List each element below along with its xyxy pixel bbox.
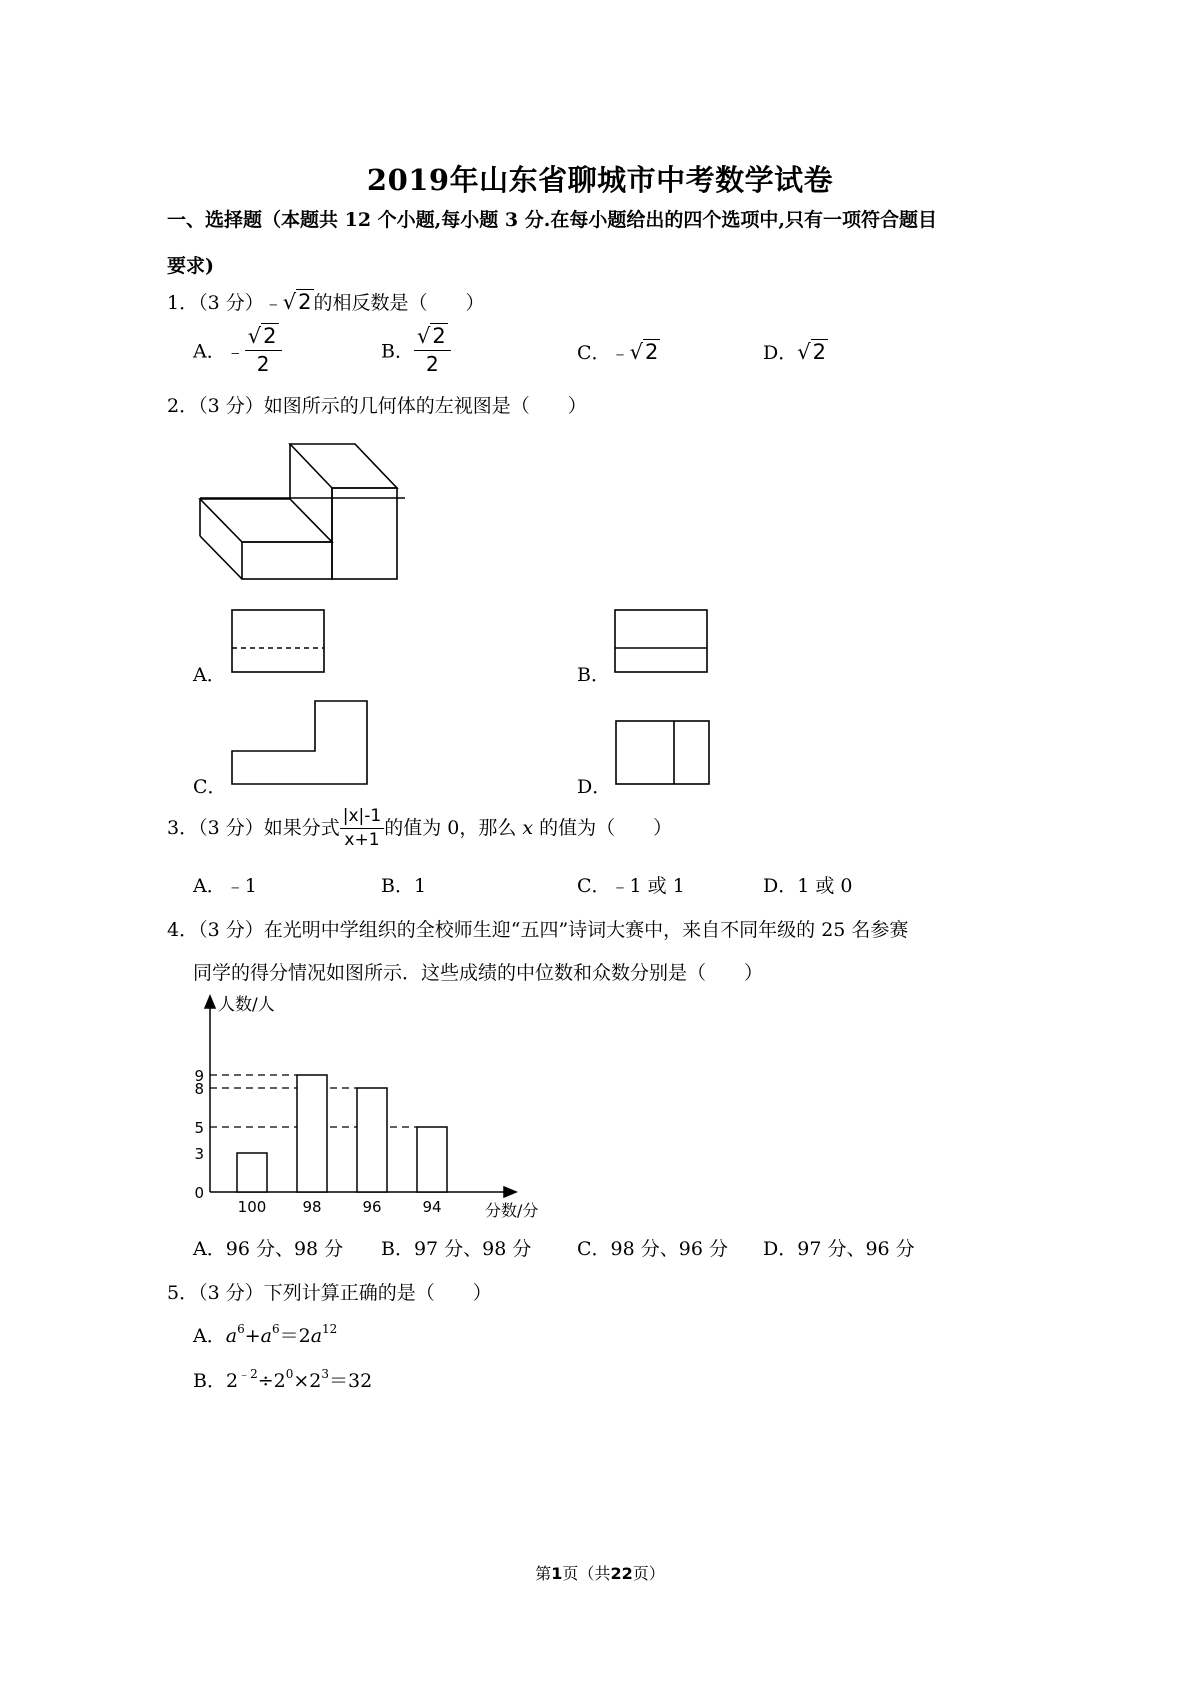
denominator: 2 bbox=[256, 352, 270, 376]
option-label: D． bbox=[763, 342, 798, 364]
numerator: |x|-1 bbox=[340, 808, 384, 829]
radicand: 2 bbox=[644, 340, 659, 364]
option-label: D． bbox=[763, 875, 798, 897]
option-text: 97 分、96 分 bbox=[797, 1238, 915, 1260]
footer-text: 第 bbox=[535, 1564, 552, 1583]
option-label: B． bbox=[381, 340, 414, 363]
option-label: B． bbox=[381, 1238, 414, 1260]
option-label: C． bbox=[577, 875, 611, 897]
question-score: （3 分） bbox=[198, 292, 264, 314]
bar-98 bbox=[297, 1075, 327, 1192]
q2-option-a-label[interactable]: A． bbox=[193, 664, 226, 686]
option-text: ﹣1 bbox=[225, 875, 257, 897]
base: a bbox=[260, 1325, 272, 1347]
q2-option-b-figure[interactable] bbox=[613, 608, 709, 674]
x-tick-label: 100 bbox=[237, 1198, 267, 1216]
option-text: 96 分、98 分 bbox=[225, 1238, 344, 1260]
question-number: 4． bbox=[167, 919, 199, 941]
exponent: 12 bbox=[322, 1322, 338, 1336]
question-1-stem bbox=[167, 288, 485, 315]
option-label: D． bbox=[763, 1238, 798, 1260]
score-bar-chart bbox=[190, 992, 550, 1224]
question-4-stem-line2: 同学的得分情况如图所示．这些成绩的中位数和众数分别是（ ） bbox=[193, 962, 764, 984]
x-tick-label: 98 bbox=[302, 1198, 322, 1216]
base: a bbox=[225, 1325, 238, 1347]
stem-text: 下列计算正确的是（ ） bbox=[263, 1282, 492, 1304]
section-heading-line2: 要求) bbox=[167, 255, 214, 277]
option-text: 1 bbox=[413, 875, 427, 897]
question-score: （3 分） bbox=[198, 1282, 264, 1304]
bar-100 bbox=[237, 1153, 267, 1192]
question-score: （3 分） bbox=[198, 919, 264, 941]
q2-option-b-label[interactable]: B． bbox=[577, 664, 610, 686]
y-tick-label: 8 bbox=[194, 1080, 204, 1098]
question-number: 1． bbox=[167, 292, 199, 314]
base: a bbox=[310, 1325, 323, 1347]
bar-96 bbox=[357, 1088, 387, 1192]
q5-option-a[interactable] bbox=[193, 1321, 337, 1348]
option-text: 1 或 0 bbox=[797, 875, 853, 897]
q3-option-b[interactable] bbox=[381, 871, 426, 898]
y-tick-label: 0 bbox=[194, 1184, 204, 1202]
exponent: 6 bbox=[237, 1322, 245, 1336]
q4-option-d[interactable] bbox=[763, 1234, 915, 1261]
q4-option-c[interactable] bbox=[577, 1234, 728, 1261]
y-tick-label: 3 bbox=[194, 1145, 204, 1163]
q3-option-c[interactable] bbox=[577, 871, 685, 898]
radicand: 2 bbox=[298, 290, 312, 314]
option-label: A． bbox=[193, 1238, 226, 1260]
operator: ＝32 bbox=[329, 1370, 373, 1392]
denominator: x+1 bbox=[344, 830, 380, 850]
question-number: 2． bbox=[167, 395, 199, 417]
neg-sign: ﹣ bbox=[225, 340, 245, 363]
sqrt-expression: √2 bbox=[629, 340, 659, 364]
stem-text: 的值为（ ） bbox=[539, 817, 673, 839]
option-label: B． bbox=[381, 875, 414, 897]
fraction bbox=[414, 326, 451, 374]
q4-option-a[interactable] bbox=[193, 1234, 343, 1261]
option-label: A． bbox=[193, 875, 226, 897]
neg-sign: ﹣ bbox=[610, 342, 630, 364]
section-heading-line1: 一、选择题（本题共 12 个小题,每小题 3 分.在每小题给出的四个选项中,只有一项符合题目 bbox=[167, 209, 937, 231]
page-total: 22 bbox=[610, 1564, 633, 1583]
q2-option-c-label[interactable]: C． bbox=[193, 776, 227, 798]
stem-text: 在光明中学组织的全校师生迎“五四”诗词大赛中，来自不同年级的 25 名参赛 bbox=[263, 919, 909, 941]
sqrt-expression: √2 bbox=[282, 290, 312, 314]
page-title: 2019年山东省聊城市中考数学试卷 bbox=[366, 163, 834, 197]
fraction bbox=[340, 808, 384, 849]
q5-option-b[interactable] bbox=[193, 1365, 372, 1393]
q3-option-a[interactable] bbox=[193, 871, 257, 898]
exponent: 6 bbox=[271, 1322, 280, 1336]
option-text: ﹣1 或 1 bbox=[610, 875, 685, 897]
x-axis-arrow bbox=[504, 1187, 516, 1197]
page-number: 1 bbox=[551, 1564, 563, 1583]
option-label: C． bbox=[577, 1238, 611, 1260]
variable: x bbox=[522, 817, 534, 839]
question-number: 5． bbox=[167, 1282, 199, 1304]
q2-option-d-figure[interactable] bbox=[614, 719, 711, 787]
question-number: 3． bbox=[167, 817, 199, 839]
denominator: 2 bbox=[425, 352, 439, 376]
question-4-stem-line1 bbox=[167, 915, 908, 942]
x-axis-label: 分数/分 bbox=[485, 1201, 539, 1220]
fraction bbox=[245, 326, 282, 374]
sqrt-expression: √2 bbox=[247, 324, 277, 348]
question-score: （3 分） bbox=[198, 395, 264, 417]
footer-text: 页） bbox=[632, 1564, 665, 1583]
radicand: 2 bbox=[432, 324, 446, 348]
stem-text: 的相反数是（ ） bbox=[313, 292, 485, 314]
q1-option-d[interactable] bbox=[763, 338, 828, 365]
option-label: B． bbox=[193, 1370, 226, 1392]
base: 2 bbox=[225, 1370, 239, 1392]
question-3-stem bbox=[167, 808, 672, 849]
x-tick-label: 96 bbox=[362, 1198, 382, 1216]
exponent: ﹣2 bbox=[238, 1367, 258, 1381]
option-label: C． bbox=[577, 342, 611, 364]
sqrt-expression: √2 bbox=[797, 340, 826, 364]
geometric-solid-figure bbox=[195, 440, 405, 582]
operator: ＝2 bbox=[279, 1325, 311, 1347]
exponent: 3 bbox=[321, 1367, 330, 1381]
stem-text: 如果分式 bbox=[263, 817, 340, 839]
footer-text: 页（共 bbox=[562, 1564, 611, 1583]
y-axis-arrow bbox=[205, 996, 215, 1008]
q4-option-b[interactable] bbox=[381, 1234, 531, 1261]
radicand: 2 bbox=[263, 324, 277, 348]
question-5-stem bbox=[167, 1278, 492, 1305]
exponent: 0 bbox=[285, 1367, 294, 1381]
option-text: 98 分、96 分 bbox=[610, 1238, 728, 1260]
question-score: （3 分） bbox=[198, 817, 264, 839]
option-label: A． bbox=[193, 1325, 226, 1347]
operator: ×2 bbox=[293, 1370, 322, 1392]
operator: ÷2 bbox=[257, 1370, 286, 1392]
stem-text: 的值为 0，那么 bbox=[384, 817, 517, 839]
y-tick-label: 5 bbox=[194, 1119, 204, 1137]
q2-option-d-label[interactable]: D． bbox=[577, 776, 612, 798]
q1-option-c[interactable] bbox=[577, 338, 660, 365]
q2-option-c-figure[interactable] bbox=[230, 699, 370, 787]
q1-option-a[interactable] bbox=[193, 326, 282, 374]
operator: + bbox=[244, 1325, 261, 1347]
q1-option-b[interactable] bbox=[381, 326, 451, 374]
x-tick-label: 94 bbox=[422, 1198, 442, 1216]
q3-option-d[interactable] bbox=[763, 871, 853, 898]
option-label: A． bbox=[193, 340, 226, 363]
radicand: 2 bbox=[812, 340, 826, 364]
page-footer bbox=[0, 1561, 1200, 1584]
y-axis-label: 人数/人 bbox=[218, 995, 275, 1015]
neg-sign: ﹣ bbox=[263, 292, 283, 314]
q2-option-a-figure[interactable] bbox=[230, 608, 326, 674]
y-tick-label: 9 bbox=[194, 1067, 204, 1085]
option-text: 97 分、98 分 bbox=[413, 1238, 532, 1260]
sqrt-expression: √2 bbox=[416, 324, 446, 348]
question-2-stem bbox=[167, 391, 587, 418]
stem-text: 如图所示的几何体的左视图是（ ） bbox=[263, 395, 587, 417]
bar-94 bbox=[417, 1127, 447, 1192]
